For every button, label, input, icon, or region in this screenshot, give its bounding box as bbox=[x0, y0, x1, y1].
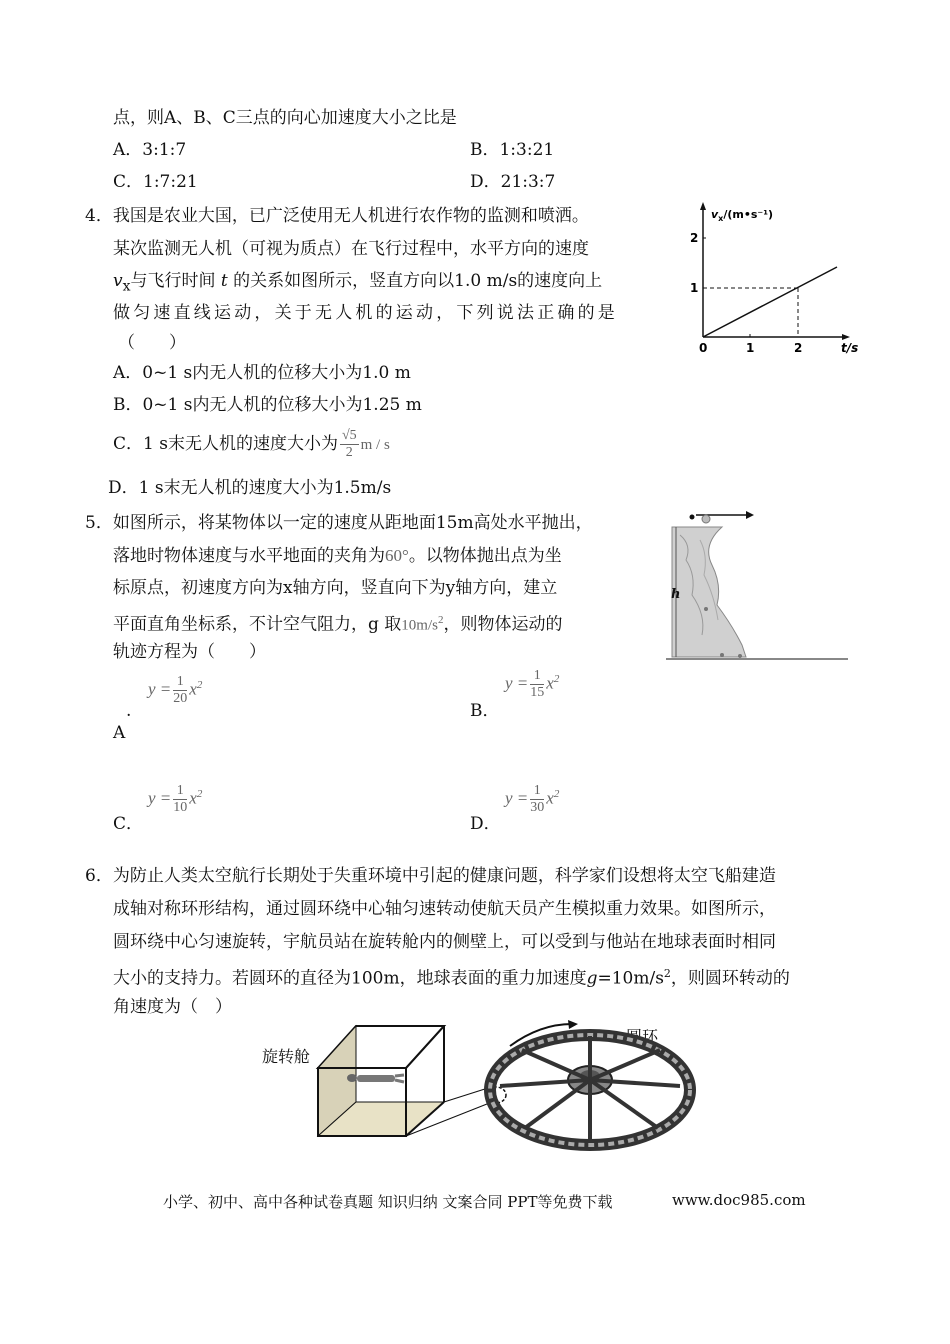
q5-option-a-formula: y = $\frac{1}{20}$ $x^2$ bbox=[148, 674, 203, 707]
q5-line3: 标原点，初速度方向为x轴方向，竖直向下为y轴方向，建立 bbox=[113, 578, 558, 598]
ytick-2: 2 bbox=[690, 231, 699, 245]
q4-option-a: A．0~1 s内无人机的位移大小为1.0 m bbox=[113, 363, 411, 383]
q5-option-d-label: D． bbox=[470, 814, 501, 834]
y-axis-arrow bbox=[700, 202, 706, 210]
q4-option-d: D．1 s末无人机的速度大小为1.5m/s bbox=[108, 478, 392, 498]
x-axis-arrow bbox=[842, 334, 850, 340]
q6-line4: 大小的支持力。若圆环的直径为100m，地球表面的重力加速度$g=10m/s^2$，则圆环转动的 bbox=[113, 967, 790, 989]
q5-line1: 5．如图所示，将某物体以一定的速度从距地面15m高处水平抛出， bbox=[85, 513, 593, 533]
q6-line2: 成轴对称环形结构，通过圆环绕中心轴匀速转动使航天员产生模拟重力效果。如图所示， bbox=[113, 899, 776, 919]
launch-point bbox=[690, 515, 695, 520]
q5-cliff-figure bbox=[662, 505, 852, 665]
graph-ylabel: $v_x/(m•s^{-1})$ bbox=[711, 208, 774, 223]
q3-stem-tail: 点，则A、B、C三点的向心加速度大小之比是 bbox=[113, 108, 457, 128]
astronaut-head bbox=[347, 1074, 357, 1082]
graph-xlabel: t/s bbox=[841, 341, 859, 355]
q3-option-b: B．1:3:21 bbox=[470, 140, 555, 160]
q4-paren: （ ） bbox=[118, 333, 186, 353]
q4-option-c: C．1 s末无人机的速度大小为 $\frac{√5}{2}$ m / s bbox=[113, 428, 390, 460]
q6-line1: 6．为防止人类太空航行长期处于失重环境中引起的健康问题，科学家们设想将太空飞船建造 bbox=[85, 866, 776, 886]
q6-line3: 圆环绕中心匀速旋转，宇航员站在旋转舱内的侧壁上，可以受到与他站在地球表面时相同 bbox=[113, 932, 776, 952]
footer-url: www.doc985.com bbox=[672, 1191, 806, 1209]
q5-line2: 落地时物体速度与水平地面的夹角为60°。以物体抛出点为坐 bbox=[113, 546, 562, 566]
q5-line4: 平面直角坐标系，不计空气阻力，g 取$10m/s^2$，则物体运动的 bbox=[113, 614, 563, 635]
q5-option-c-label: C． bbox=[113, 814, 144, 834]
xtick-0: 0 bbox=[699, 341, 708, 355]
q5-option-c-formula: y = $\frac{1}{10}$ $x^2$ bbox=[148, 783, 203, 816]
astronaut-body bbox=[357, 1075, 395, 1082]
q5-line5: 轨迹方程为（ ） bbox=[113, 642, 266, 662]
thrower-figure bbox=[702, 515, 710, 523]
xtick-2: 2 bbox=[794, 341, 803, 355]
q4-line2: 某次监测无人机（可视为质点）在飞行过程中，水平方向的速度 bbox=[113, 239, 589, 259]
q3-option-c: C．1:7:21 bbox=[113, 172, 198, 192]
q5-option-b-formula: y = $\frac{1}{15}$ $x^2$ bbox=[505, 668, 560, 701]
label-cabin: 旋转舱 bbox=[262, 1047, 311, 1066]
q5-option-b-label: B． bbox=[470, 701, 500, 721]
q6-station-figure bbox=[310, 1020, 910, 1160]
q4-option-b: B．0~1 s内无人机的位移大小为1.25 m bbox=[113, 395, 422, 415]
q5-option-d-formula: y = $\frac{1}{30}$ $x^2$ bbox=[505, 783, 560, 816]
xtick-1: 1 bbox=[746, 341, 755, 355]
q5-option-a-label: A bbox=[113, 723, 126, 743]
footer-text: 小学、初中、高中各种试卷真题 知识归纳 文案合同 PPT等免费下载 bbox=[163, 1193, 613, 1211]
q6-line5: 角速度为（ ） bbox=[113, 997, 232, 1017]
label-ring: 圆环 bbox=[626, 1027, 659, 1046]
cliff-shape bbox=[672, 527, 746, 657]
q4-line4: 做匀速直线运动，关于无人机的运动，下列说法正确的是 bbox=[113, 303, 618, 323]
q4-velocity-graph bbox=[685, 200, 875, 360]
q3-option-a: A．3:1:7 bbox=[113, 140, 187, 160]
q3-option-d: D．21:3:7 bbox=[470, 172, 556, 192]
q4-line1: 4．我国是农业大国，已广泛使用无人机进行农作物的监测和喷洒。 bbox=[85, 206, 589, 226]
q5-option-a-dot: . bbox=[126, 701, 132, 721]
velocity-line bbox=[703, 267, 837, 337]
q4-line3: $v_x$与飞行时间 t 的关系如图所示，竖直方向以1.0 m/s的速度向上 bbox=[113, 271, 603, 295]
ytick-1: 1 bbox=[690, 281, 699, 295]
height-label: h bbox=[671, 587, 681, 602]
